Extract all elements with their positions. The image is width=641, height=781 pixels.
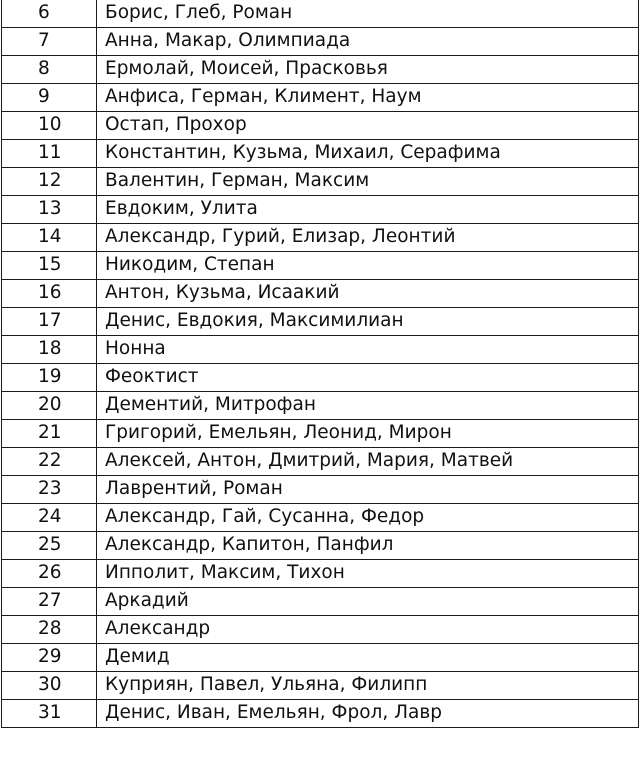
table-row	[2, 644, 639, 672]
day-number-cell: 10	[2, 112, 97, 140]
names-cell: Александр, Гай, Сусанна, Федор	[97, 504, 639, 532]
names-cell: Денис, Иван, Емельян, Фрол, Лавр	[97, 700, 639, 728]
table-row	[2, 672, 639, 700]
names-cell: Куприян, Павел, Ульяна, Филипп	[97, 672, 639, 700]
table-row	[2, 448, 639, 476]
day-number-cell: 19	[2, 364, 97, 392]
table-row	[2, 224, 639, 252]
names-cell: Евдоким, Улита	[97, 196, 639, 224]
day-number-cell: 7	[2, 28, 97, 56]
names-cell: Дементий, Митрофан	[97, 392, 639, 420]
day-number-cell: 9	[2, 84, 97, 112]
day-number-cell: 25	[2, 532, 97, 560]
day-number-cell: 8	[2, 56, 97, 84]
day-number-cell: 16	[2, 280, 97, 308]
day-number-cell: 11	[2, 140, 97, 168]
day-number-cell: 30	[2, 672, 97, 700]
day-number-cell: 13	[2, 196, 97, 224]
day-number-cell: 27	[2, 588, 97, 616]
day-number-cell: 31	[2, 700, 97, 728]
names-cell: Демид	[97, 644, 639, 672]
day-number-cell: 17	[2, 308, 97, 336]
table-row	[2, 56, 639, 84]
table-row	[2, 420, 639, 448]
day-number-cell: 26	[2, 560, 97, 588]
day-number-cell: 20	[2, 392, 97, 420]
table-row	[2, 616, 639, 644]
names-cell: Антон, Кузьма, Исаакий	[97, 280, 639, 308]
table-row	[2, 476, 639, 504]
names-cell: Феоктист	[97, 364, 639, 392]
names-cell: Аркадий	[97, 588, 639, 616]
table-row	[2, 112, 639, 140]
table-row	[2, 252, 639, 280]
table-row	[2, 364, 639, 392]
table-row	[2, 0, 639, 28]
day-number-cell: 18	[2, 336, 97, 364]
names-cell: Александр, Гурий, Елизар, Леонтий	[97, 224, 639, 252]
names-cell: Денис, Евдокия, Максимилиан	[97, 308, 639, 336]
table-row	[2, 168, 639, 196]
table-row	[2, 308, 639, 336]
name-day-table	[1, 0, 639, 728]
names-cell: Остап, Прохор	[97, 112, 639, 140]
day-number-cell: 15	[2, 252, 97, 280]
day-number-cell: 22	[2, 448, 97, 476]
table-row	[2, 280, 639, 308]
names-cell: Валентин, Герман, Максим	[97, 168, 639, 196]
day-number-cell: 12	[2, 168, 97, 196]
table-row	[2, 336, 639, 364]
names-cell: Александр, Капитон, Панфил	[97, 532, 639, 560]
table-row	[2, 588, 639, 616]
names-cell: Анфиса, Герман, Климент, Наум	[97, 84, 639, 112]
names-cell: Ипполит, Максим, Тихон	[97, 560, 639, 588]
table-row	[2, 504, 639, 532]
day-number-cell: 24	[2, 504, 97, 532]
names-cell: Нонна	[97, 336, 639, 364]
table-row	[2, 196, 639, 224]
day-number-cell: 14	[2, 224, 97, 252]
table-row	[2, 28, 639, 56]
names-cell: Алексей, Антон, Дмитрий, Мария, Матвей	[97, 448, 639, 476]
day-number-cell: 29	[2, 644, 97, 672]
names-cell: Александр	[97, 616, 639, 644]
day-number-cell: 28	[2, 616, 97, 644]
names-cell: Борис, Глеб, Роман	[97, 0, 639, 28]
table-row	[2, 560, 639, 588]
day-number-cell: 6	[2, 0, 97, 28]
names-cell: Константин, Кузьма, Михаил, Серафима	[97, 140, 639, 168]
table-row	[2, 140, 639, 168]
day-number-cell: 23	[2, 476, 97, 504]
names-cell: Лаврентий, Роман	[97, 476, 639, 504]
names-cell: Ермолай, Моисей, Прасковья	[97, 56, 639, 84]
table-row	[2, 392, 639, 420]
table-row	[2, 700, 639, 728]
table-body	[2, 0, 639, 728]
table-row	[2, 84, 639, 112]
day-number-cell: 21	[2, 420, 97, 448]
names-cell: Анна, Макар, Олимпиада	[97, 28, 639, 56]
names-cell: Григорий, Емельян, Леонид, Мирон	[97, 420, 639, 448]
table-row	[2, 532, 639, 560]
names-cell: Никодим, Степан	[97, 252, 639, 280]
